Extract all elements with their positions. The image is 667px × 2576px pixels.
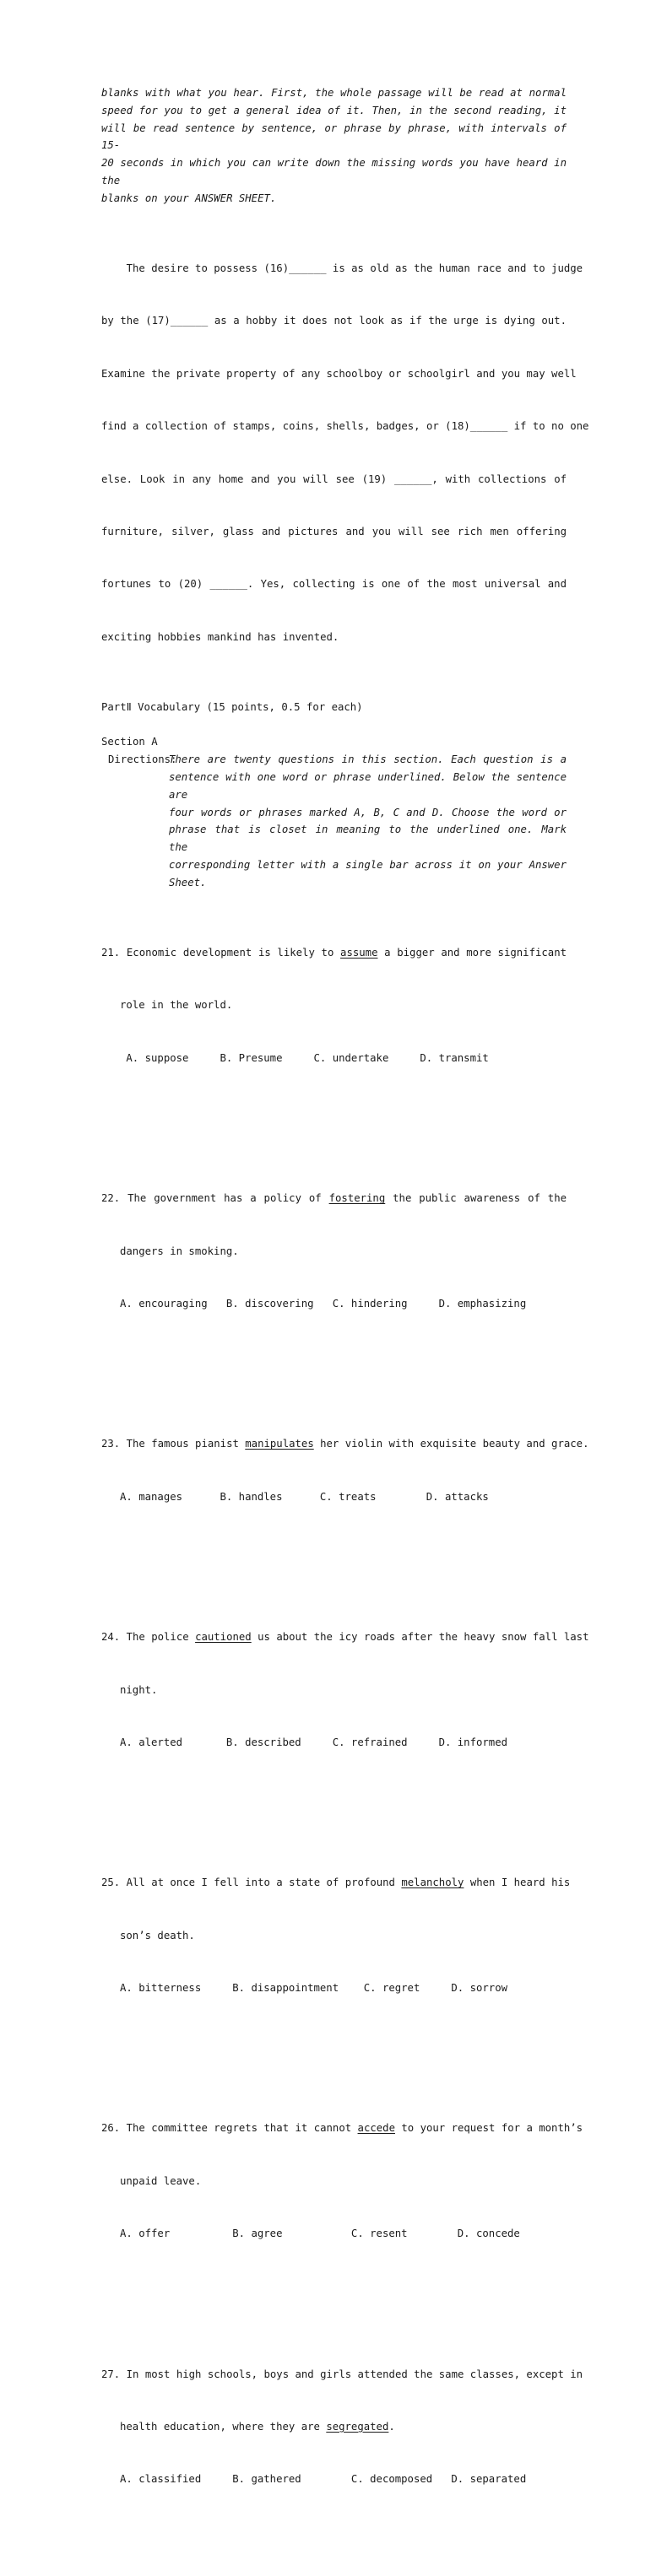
directions	[101, 751, 567, 888]
stem-text: 24. The police	[101, 1631, 196, 1644]
directions-line: phrase that is closet in meaning to the underlined one. Mark the	[169, 824, 567, 854]
instruction-line: blanks on your ANSWER SHEET.	[101, 192, 277, 204]
stem-text: to your request for a month’s	[394, 2122, 583, 2135]
question-stem-cont: unpaid leave.	[120, 2174, 202, 2187]
question-list	[101, 856, 589, 2576]
instruction-line: 20 seconds in which you can write down the missing words you have heard in the	[101, 157, 567, 186]
answer-options: A. offer B. agree C. resent D. concede	[120, 2228, 520, 2240]
underlined-word: fostering	[328, 1192, 386, 1205]
passage-line: find a collection of stamps, coins, shells, badges, or (18)______ if to no one	[101, 420, 589, 433]
dictation-passage	[101, 224, 589, 681]
question-stem	[101, 1190, 567, 1207]
directions-line: sentence with one word or phrase underlined. Below the sentence are	[169, 771, 567, 801]
question-stem-cont: son’s death.	[120, 1929, 195, 1941]
passage-line: fortunes to (20) ______. Yes, collecting is one of the most universal and	[101, 578, 567, 591]
stem-text: 21. Economic development is likely to	[101, 947, 341, 959]
directions-label: Directions:	[108, 753, 177, 766]
underlined-word: melancholy	[401, 1877, 464, 1889]
question-stem-cont: role in the world.	[120, 999, 233, 1012]
question-stem	[101, 1628, 589, 1646]
question-24	[101, 1594, 589, 1787]
question-stem	[101, 1435, 589, 1453]
stem-text: us about the icy roads after the heavy snow fall last	[251, 1631, 589, 1644]
answer-options: A. bitterness B. disappointment C. regret D. sorrow	[120, 1982, 508, 1995]
underlined-word: assume	[340, 947, 378, 959]
underlined-word: segregated	[326, 2421, 389, 2433]
question-stem	[101, 1874, 571, 1892]
stem-text: 23. The famous pianist	[101, 1438, 246, 1450]
stem-text: 22. The government has a policy of	[101, 1192, 329, 1205]
stem-text: 26. The committee regrets that it cannot	[101, 2122, 358, 2135]
passage-line: exciting hobbies mankind has invented.	[101, 630, 339, 643]
stem-text: health education, where they are	[120, 2421, 327, 2433]
answer-options: A. manages B. handles C. treats D. attacks	[120, 1490, 489, 1503]
answer-options: A. alerted B. described C. refrained D. informed	[120, 1736, 508, 1748]
question-stem-cont: dangers in smoking.	[120, 1245, 239, 1257]
passage-line: furniture, silver, glass and pictures and you will see rich men offering	[101, 525, 567, 537]
question-21	[101, 909, 567, 1102]
answer-options: A. encouraging B. discovering C. hindering D. emphasizing	[120, 1298, 527, 1310]
directions-line: corresponding letter with a single bar across it on your Answer	[169, 859, 567, 872]
passage-line: The desire to possess (16)______ is as old as the human race and to judge	[101, 262, 583, 274]
listening-instructions	[101, 84, 567, 208]
stem-text: the public awareness of the	[385, 1192, 567, 1205]
underlined-word: cautioned	[195, 1631, 252, 1644]
underlined-word: accede	[357, 2122, 395, 2135]
answer-options: A. classified B. gathered C. decomposed D. separated	[120, 2473, 527, 2486]
answer-options: A. suppose B. Presume C. undertake D. transmit	[120, 1051, 489, 1064]
question-stem-cont	[101, 2418, 567, 2436]
instruction-line: will be read sentence by sentence, or phrase by phrase, with intervals of 15-	[101, 122, 567, 152]
section-title: Section A	[101, 736, 158, 748]
question-stem: 27. In most high schools, boys and girls attended the same classes, except in	[101, 2368, 583, 2380]
part-title: PartⅡ Vocabulary (15 points, 0.5 for each)	[101, 700, 363, 713]
instruction-line: blanks with what you hear. First, the whole passage will be read at normal	[101, 87, 567, 99]
document-page	[101, 84, 589, 2576]
instruction-line: speed for you to get a general idea of it. Then, in the second reading, it	[101, 104, 567, 116]
question-23	[101, 1401, 589, 1541]
directions-line: There are twenty questions in this section. Each question is a	[169, 753, 567, 766]
question-26	[101, 2085, 583, 2278]
stem-text: 25. All at once I fell into a state of profound	[101, 1877, 402, 1889]
question-stem-cont: night.	[120, 1683, 158, 1696]
passage-line: else. Look in any home and you will see (19) ______, with collections of	[101, 473, 567, 485]
question-25	[101, 1839, 571, 2033]
stem-text: when I heard his	[464, 1877, 571, 1889]
underlined-word: manipulates	[245, 1438, 314, 1450]
directions-line: four words or phrases marked A, B, C and D. Choose the word or	[169, 806, 567, 818]
question-stem	[101, 944, 567, 962]
question-27	[101, 2330, 583, 2524]
directions-text	[169, 751, 567, 891]
stem-text: her violin with exquisite beauty and grace.	[313, 1438, 589, 1450]
question-stem	[101, 2120, 583, 2137]
directions-line: Sheet.	[169, 876, 207, 888]
stem-text: .	[388, 2421, 395, 2433]
stem-text: a bigger and more significant	[377, 947, 567, 959]
question-22	[101, 1155, 567, 1348]
passage-line: Examine the private property of any schoolboy or schoolgirl and you may well	[101, 367, 577, 380]
passage-line: by the (17)______ as a hobby it does not look as if the urge is dying out.	[101, 315, 567, 327]
